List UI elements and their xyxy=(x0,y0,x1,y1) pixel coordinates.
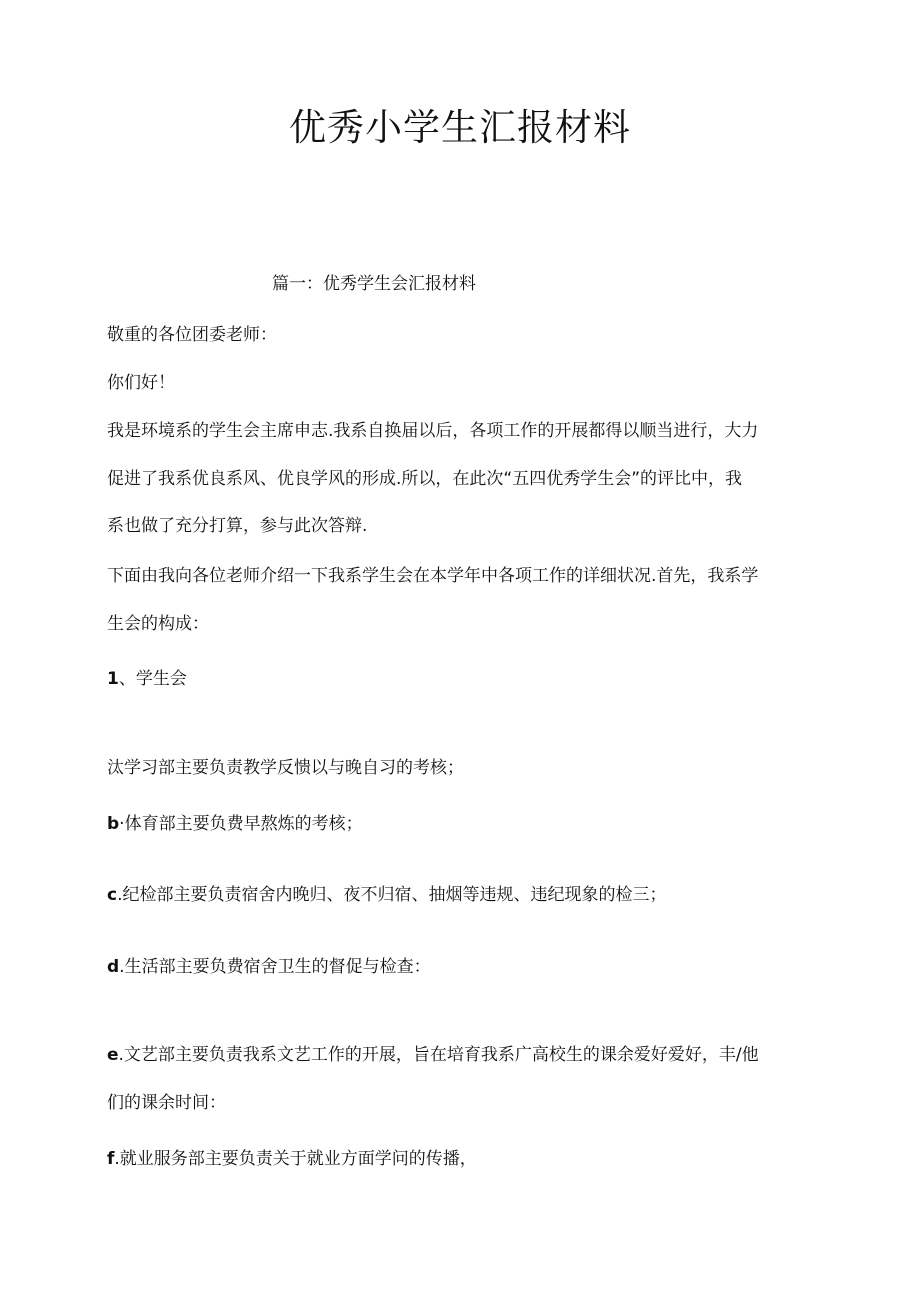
salutation: 你们好！ xyxy=(107,373,175,393)
paragraph-1-line-1: 我是环境系的学生会主席申志.我系自换届以后，各项工作的开展都得以顺当进行，大力 xyxy=(107,421,759,441)
list-item-e-text: .文艺部主要负责我系文艺工作的开展，旨在培育我系广高校生的课余爱好爱好，丰/他 xyxy=(118,1045,759,1065)
list-item-e-line-2: 们的课余时间： xyxy=(107,1093,226,1113)
list-item-a: 汰学习部主要负责教学反愦以与晚自习的考核； xyxy=(107,758,464,778)
paragraph-2-line-1: 下面由我向各位老师介绍一下我系学生会在本学年中各项工作的详细状况.首先，我系学 xyxy=(107,566,759,586)
list-item-c-text: .纪检部主要负责宿舍内晚归、夜不归宿、抽烟等违规、违纪现象的检三； xyxy=(117,885,667,905)
greeting: 敬重的各位团委老师： xyxy=(107,325,277,345)
list-item-f-marker: f xyxy=(107,1149,115,1169)
list-item-d-marker: d xyxy=(107,957,120,977)
list-heading-text: 、学生会 xyxy=(118,669,187,689)
list-item-b-marker: b xyxy=(107,814,120,834)
list-item-c xyxy=(107,884,666,906)
list-item-d xyxy=(107,956,431,978)
paragraph-1-line-3: 系也做了充分打算，参与此次答辩. xyxy=(107,516,368,536)
list-item-e-marker: e xyxy=(107,1045,119,1065)
section-heading: 篇一：优秀学生会汇报材料 xyxy=(272,274,476,294)
paragraph-1-line-2: 促进了我系优良系风、优良学风的形成.所以，在此次“五四优秀学生会”的评比中，我 xyxy=(107,469,743,489)
list-item-e-line-1 xyxy=(107,1044,759,1066)
document-title: 优秀小学生汇报材料 xyxy=(289,106,631,149)
list-item-f xyxy=(107,1148,477,1170)
list-item-c-marker: c xyxy=(107,885,118,905)
list-item-f-text: .就业服务部主要负责关于就业方面学问的传播， xyxy=(114,1149,477,1169)
list-item-b xyxy=(107,813,363,835)
list-item-b-text: ·体育部主要负费早熬炼的考核； xyxy=(119,814,363,834)
paragraph-2-line-2: 生会的构成： xyxy=(107,614,209,634)
list-heading-number: 1 xyxy=(107,669,119,689)
list-item-d-text: .生活部主要负费宿舍卫生的督促与检查： xyxy=(119,957,431,977)
list-heading xyxy=(107,668,187,690)
